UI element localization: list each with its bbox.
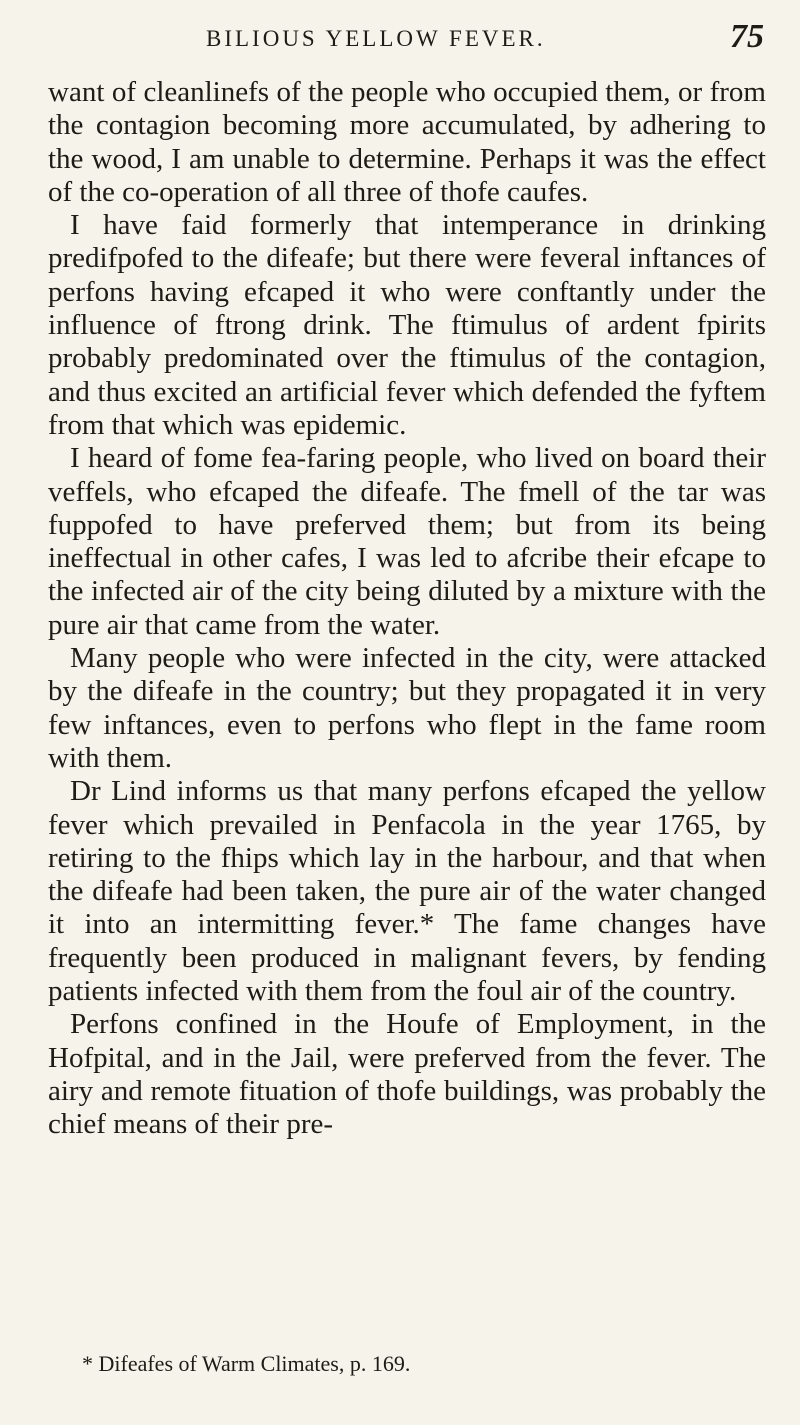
page-number: 75 — [730, 18, 764, 55]
book-page — [48, 18, 766, 1413]
paragraph-5: Dr Lind informs us that many perfons efcaped the yellow fever which prevailed in Penfacola in the year 1765, by retiring to the fhips which lay in the harbour, and that when the difeafe had been taken, the pure air of the water changed it into an intermitting fever.* The fame changes have frequently been produced in malignant fevers, by fending patients infected with them from the foul air of the country. — [48, 775, 766, 1008]
paragraph-6: Perfons confined in the Houfe of Employment, in the Hofpital, and in the Jail, were preferved from the fever. The airy and remote fituation of thofe buildings, was probably the chief means of their pre- — [48, 1008, 766, 1141]
paragraph-1: want of cleanlinefs of the people who occupied them, or from the contagion becoming more accumulated, by adhering to the wood, I am unable to determine. Perhaps it was the effect of the co-operation of all three of thofe caufes. — [48, 76, 766, 208]
paragraph-3: I heard of fome fea-faring people, who lived on board their veffels, who efcaped the difeafe. The fmell of the tar was fuppofed to have preferved them; but from its being ineffectual in other cafes, I was led to afcribe their efcape to the infected air of the city being diluted by a mixture with the pure air that came from the water. — [48, 442, 766, 641]
running-title: BILIOUS YELLOW FEVER. — [206, 26, 546, 51]
paragraph-2: I have faid formerly that intemperance in drinking predifpofed to the difeafe; but there were feveral inftances of perfons having efcaped it who were conftantly under the influence of ftrong drink. The ftimulus of ardent fpirits probably predominated over the ftimulus of the contagion, and thus excited an artificial fever which defended the fyftem from that which was epidemic. — [48, 209, 766, 441]
running-head — [48, 18, 766, 76]
footnote: * Difeafes of Warm Climates, p. 169. — [82, 1351, 411, 1376]
paragraph-4: Many people who were infected in the city, were attacked by the difeafe in the country; but they propagated it in very few inftances, even to perfons who flept in the fame room with them. — [48, 642, 766, 774]
body-text — [48, 76, 766, 1142]
